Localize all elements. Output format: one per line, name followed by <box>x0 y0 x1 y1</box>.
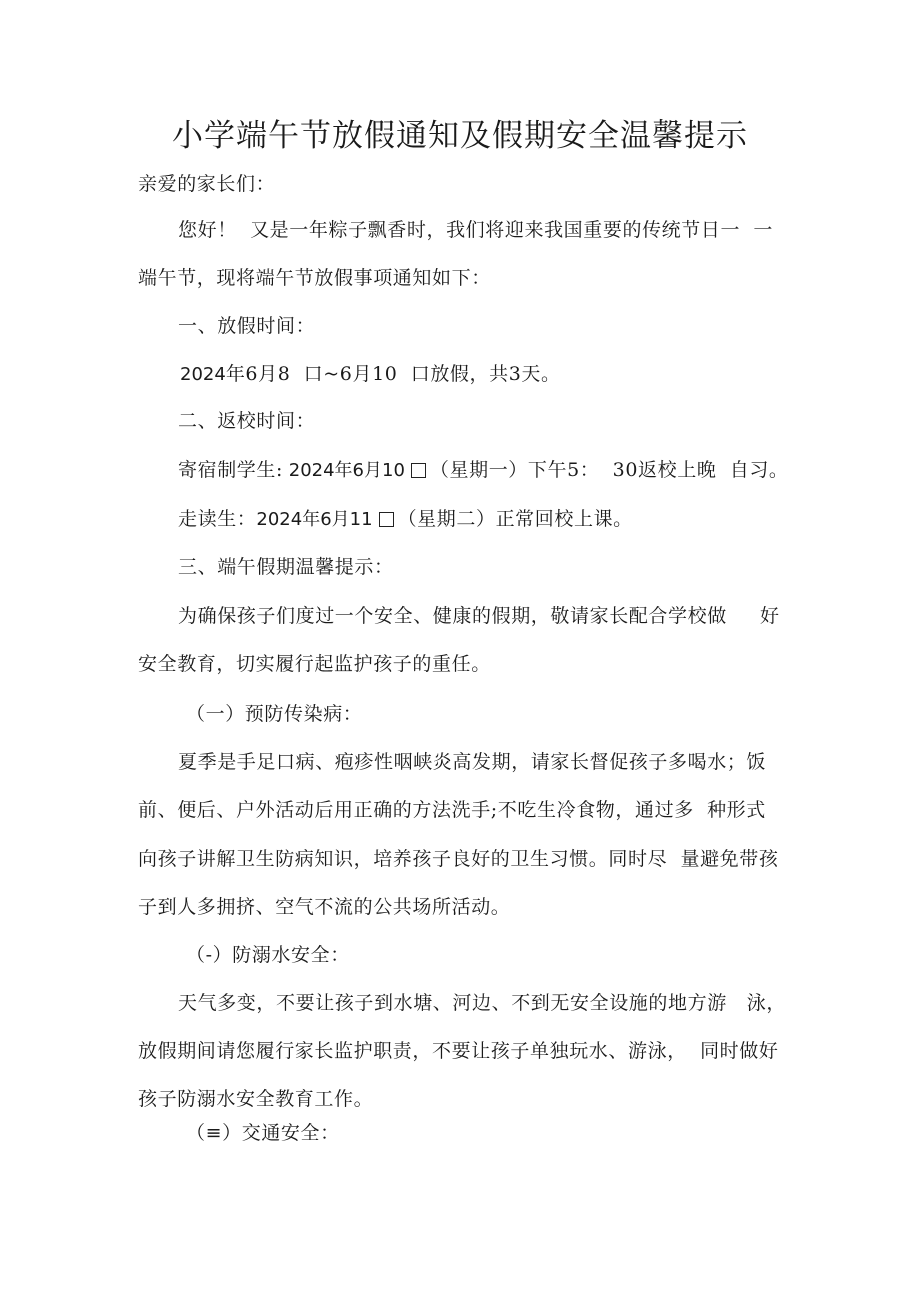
subsection-1-heading: （一）预防传染病： <box>186 703 363 725</box>
boarding-return <box>178 458 789 483</box>
subsection-3-heading: （≡）交通安全： <box>186 1122 340 1144</box>
day-student-return <box>178 507 633 532</box>
salutation: 亲爱的家长们： <box>138 173 276 195</box>
disease-line-2: 前、便后、户外活动后用正确的方法洗手;不吃生冷食物，通过多 种形式 <box>138 799 766 821</box>
intro-line-2: 端午节，现将端午节放假事项通知如下： <box>138 267 491 289</box>
section-2-heading: 二、返校时间： <box>178 410 316 432</box>
tips-intro-line-1: 为确保孩子们度过一个安全、健康的假期，敬请家长配合学校做 好 <box>178 605 780 627</box>
boarding-details: （星期一）下午5： 30返校上晚 自习。 <box>429 459 789 481</box>
drowning-line-3: 孩子防溺水安全教育工作。 <box>138 1088 374 1110</box>
holiday-year: 2024 <box>180 364 226 385</box>
document-title: 小学端午节放假通知及假期安全温馨提示 <box>172 118 748 154</box>
section-3-heading: 三、端午假期温馨提示： <box>178 556 394 578</box>
missing-glyph-box-icon <box>379 512 394 527</box>
day-student-label: 走读生： <box>178 508 257 530</box>
missing-glyph-box-icon <box>411 463 426 478</box>
disease-line-3: 向孩子讲解卫生防病知识，培养孩子良好的卫生习惯。同时尽 量避免带孩 <box>138 848 779 870</box>
disease-line-4: 子到人多拥挤、空气不流的公共场所活动。 <box>138 896 511 918</box>
day-student-date: 2024年6月11 <box>256 509 373 530</box>
holiday-dates-text: 年6月8 口~6月10 口放假，共3天。 <box>225 363 561 385</box>
subsection-2-heading: （-）防溺水安全： <box>186 944 350 966</box>
boarding-label: 寄宿制学生: <box>178 459 284 481</box>
boarding-date: 2024年6月10 <box>283 460 405 481</box>
holiday-dates <box>180 362 561 387</box>
drowning-line-1: 天气多变，不要让孩子到水塘、河边、不到无安全设施的地方游 泳， <box>178 992 786 1014</box>
disease-line-1: 夏季是手足口病、疱疹性咽峡炎高发期，请家长督促孩子多喝水；饭 <box>178 751 767 773</box>
drowning-line-2: 放假期间请您履行家长监护职责，不要让孩子单独玩水、游泳， 同时做好 <box>138 1040 779 1062</box>
tips-intro-line-2: 安全教育，切实履行起监护孩子的重任。 <box>138 653 491 675</box>
day-student-details: （星期二）正常回校上课。 <box>397 508 633 530</box>
section-1-heading: 一、放假时间： <box>178 315 316 337</box>
intro-line-1: 您好！ 又是一年粽子飘香时，我们将迎来我国重要的传统节日一 一 <box>178 219 773 241</box>
